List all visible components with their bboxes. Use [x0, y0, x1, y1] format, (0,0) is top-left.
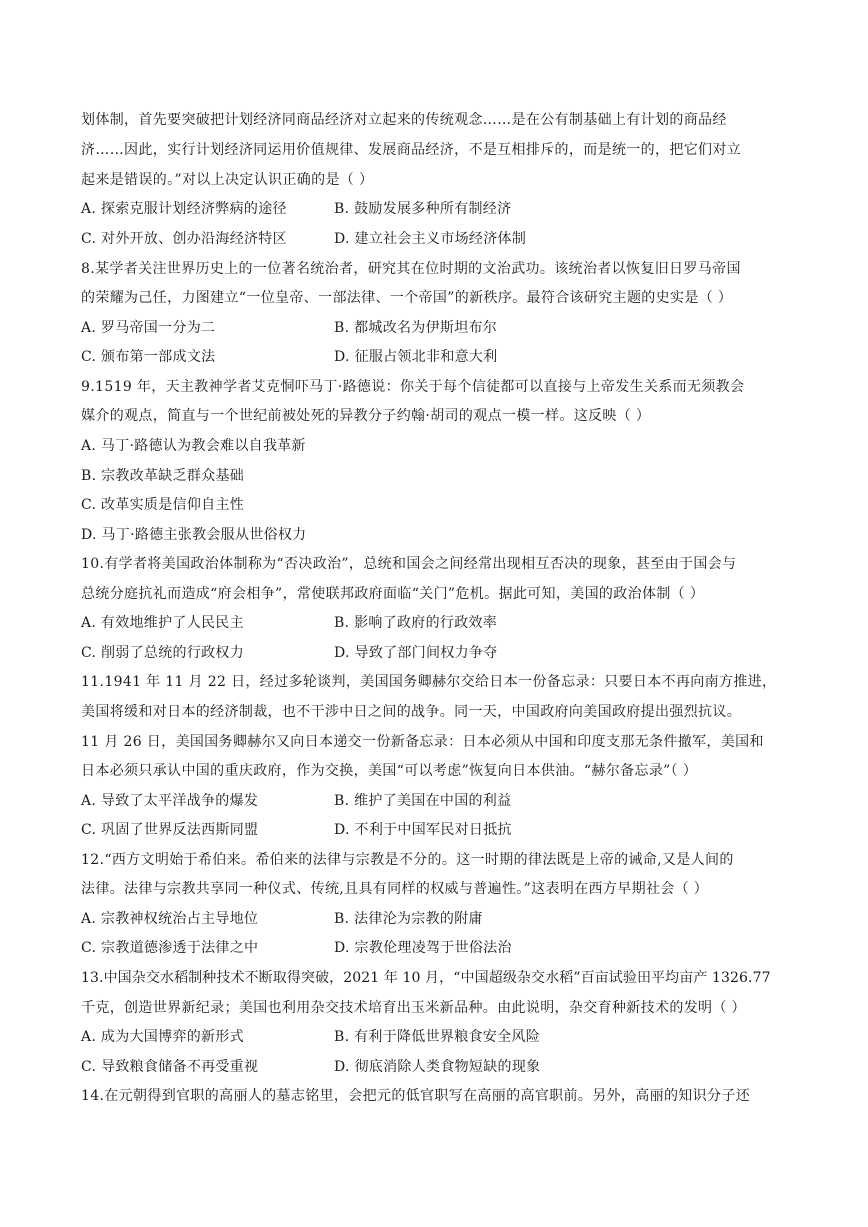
- q11-option-c: C. 巩固了世界反法西斯同盟: [81, 822, 259, 838]
- q13-text-line: 13.中国杂交水稻制种技术不断取得突破，2021 年 10 月，“中国超级杂交水稻”百亩试验田平均亩产 1326.77: [81, 970, 771, 986]
- q7-option-d: D. 建立社会主义市场经济体制: [334, 231, 527, 247]
- q10-option-a: A. 有效地维护了人民民主: [81, 615, 244, 631]
- q8-option-b: B. 都城改名为伊斯坦布尔: [334, 320, 498, 336]
- q13-text-line: 千克，创造世界新纪录；美国也利用杂交技术培育出玉米新品种。由此说明，杂交育种新技术的发明（ ）: [81, 1000, 746, 1016]
- q9-text-line: 9.1519 年，天主教神学者艾克恫吓马丁·路德说：你关于每个信徒都可以直接与上帝发生关系而无须教会: [81, 379, 745, 395]
- q12-text-line: 法律。法律与宗教共享同一种仪式、传统,且具有同样的权威与普遍性。”这表明在西方早期社会（ ）: [81, 881, 709, 897]
- q12-option-d: D. 宗教伦理凌驾于世俗法治: [334, 940, 512, 956]
- q7-text-line: 划体制，首先要突破把计划经济同商品经济对立起来的传统观念……是在公有制基础上有计划的商品经: [81, 112, 727, 128]
- q13-option-c: C. 导致粮食储备不再受重视: [81, 1059, 259, 1075]
- q8-option-c: C. 颁布第一部成文法: [81, 349, 216, 365]
- q14-text-line: 14.在元朝得到官职的高丽人的墓志铭里，会把元的低官职写在高丽的高官职前。另外，高丽的知识分子还: [81, 1088, 751, 1104]
- q11-text-line: 日本必须只承认中国的重庆政府，作为交换，美国“可以考虑”恢复向日本供油。“赫尔备忘录”（ ）: [81, 763, 698, 779]
- q13-option-b: B. 有利于降低世界粮食安全风险: [334, 1029, 540, 1045]
- q7-option-a: A. 探索克服计划经济弊病的途径: [81, 201, 287, 217]
- q10-option-b: B. 影响了政府的行政效率: [334, 615, 498, 631]
- q8-text-line: 的荣耀为己任，力图建立“一位皇帝、一部法律、一个帝国”的新秩序。最符合该研究主题的史实是（ ）: [81, 290, 733, 306]
- q12-option-a: A. 宗教神权统治占主导地位: [81, 911, 259, 927]
- q8-option-a: A. 罗马帝国一分为二: [81, 320, 216, 336]
- q12-text-line: 12.“西方文明始于希伯来。希伯来的法律与宗教是不分的。这一时期的律法既是上帝的诫命,又是人间的: [81, 852, 734, 868]
- q7-text-line: 起来是错误的。”对以上决定认识正确的是（ ）: [81, 172, 374, 188]
- q11-option-a: A. 导致了太平洋战争的爆发: [81, 793, 259, 809]
- q13-option-d: D. 彻底消除人类食物短缺的现象: [334, 1059, 541, 1075]
- q7-text-line: 济……因此，实行计划经济同运用价值规律、发展商品经济，不是互相排斥的，而是统一的，把它们对立: [81, 142, 742, 158]
- q10-option-d: D. 导致了部门间权力争夺: [334, 645, 498, 661]
- q8-text-line: 8.某学者关注世界历史上的一位著名统治者，研究其在位时期的文治武功。该统治者以恢复旧日罗马帝国: [81, 261, 741, 277]
- q11-text-line: 11.1941 年 11 月 22 日，经过多轮谈判，美国国务卿赫尔交给日本一份备忘录：只要日本不再向南方推进，: [81, 674, 777, 690]
- q11-option-b: B. 维护了美国在中国的利益: [334, 793, 512, 809]
- q10-text-line: 10.有学者将美国政治体制称为“否决政治”，总统和国会之间经常出现相互否决的现象，甚至由于国会与: [81, 556, 737, 572]
- q9-text-line: 媒介的观点，简直与一个世纪前被处死的异教分子约翰·胡司的观点一模一样。这反映（ ）: [81, 408, 651, 424]
- q9-option-c: C. 改革实质是信仰自主性: [81, 497, 245, 513]
- q12-option-b: B. 法律沦为宗教的附庸: [334, 911, 483, 927]
- q9-option-a: A. 马丁·路德认为教会难以自我革新: [81, 438, 306, 454]
- q9-option-b: B. 宗教改革缺乏群众基础: [81, 468, 245, 484]
- q10-option-c: C. 削弱了总统的行政权力: [81, 645, 245, 661]
- q9-option-d: D. 马丁·路德主张教会服从世俗权力: [81, 527, 307, 543]
- q7-option-b: B. 鼓励发展多种所有制经济: [334, 201, 512, 217]
- q11-text-line: 美国将缓和对日本的经济制裁，也不干涉中日之间的战争。同一天，中国政府向美国政府提出强烈抗议。: [81, 704, 742, 720]
- q7-option-c: C. 对外开放、创办沿海经济特区: [81, 231, 287, 247]
- q8-option-d: D. 征服占领北非和意大利: [334, 349, 498, 365]
- q12-option-c: C. 宗教道德渗透于法律之中: [81, 940, 259, 956]
- q11-text-line: 11 月 26 日，美国国务卿赫尔又向日本递交一份新备忘录：日本必须从中国和印度支那无条件撤军，美国和: [81, 734, 764, 750]
- q10-text-line: 总统分庭抗礼而造成“府会相争”，常使联邦政府面临“关门”危机。据此可知，美国的政治体制（ ）: [81, 586, 705, 602]
- q13-option-a: A. 成为大国博弈的新形式: [81, 1029, 244, 1045]
- q11-option-d: D. 不利于中国军民对日抵抗: [334, 822, 512, 838]
